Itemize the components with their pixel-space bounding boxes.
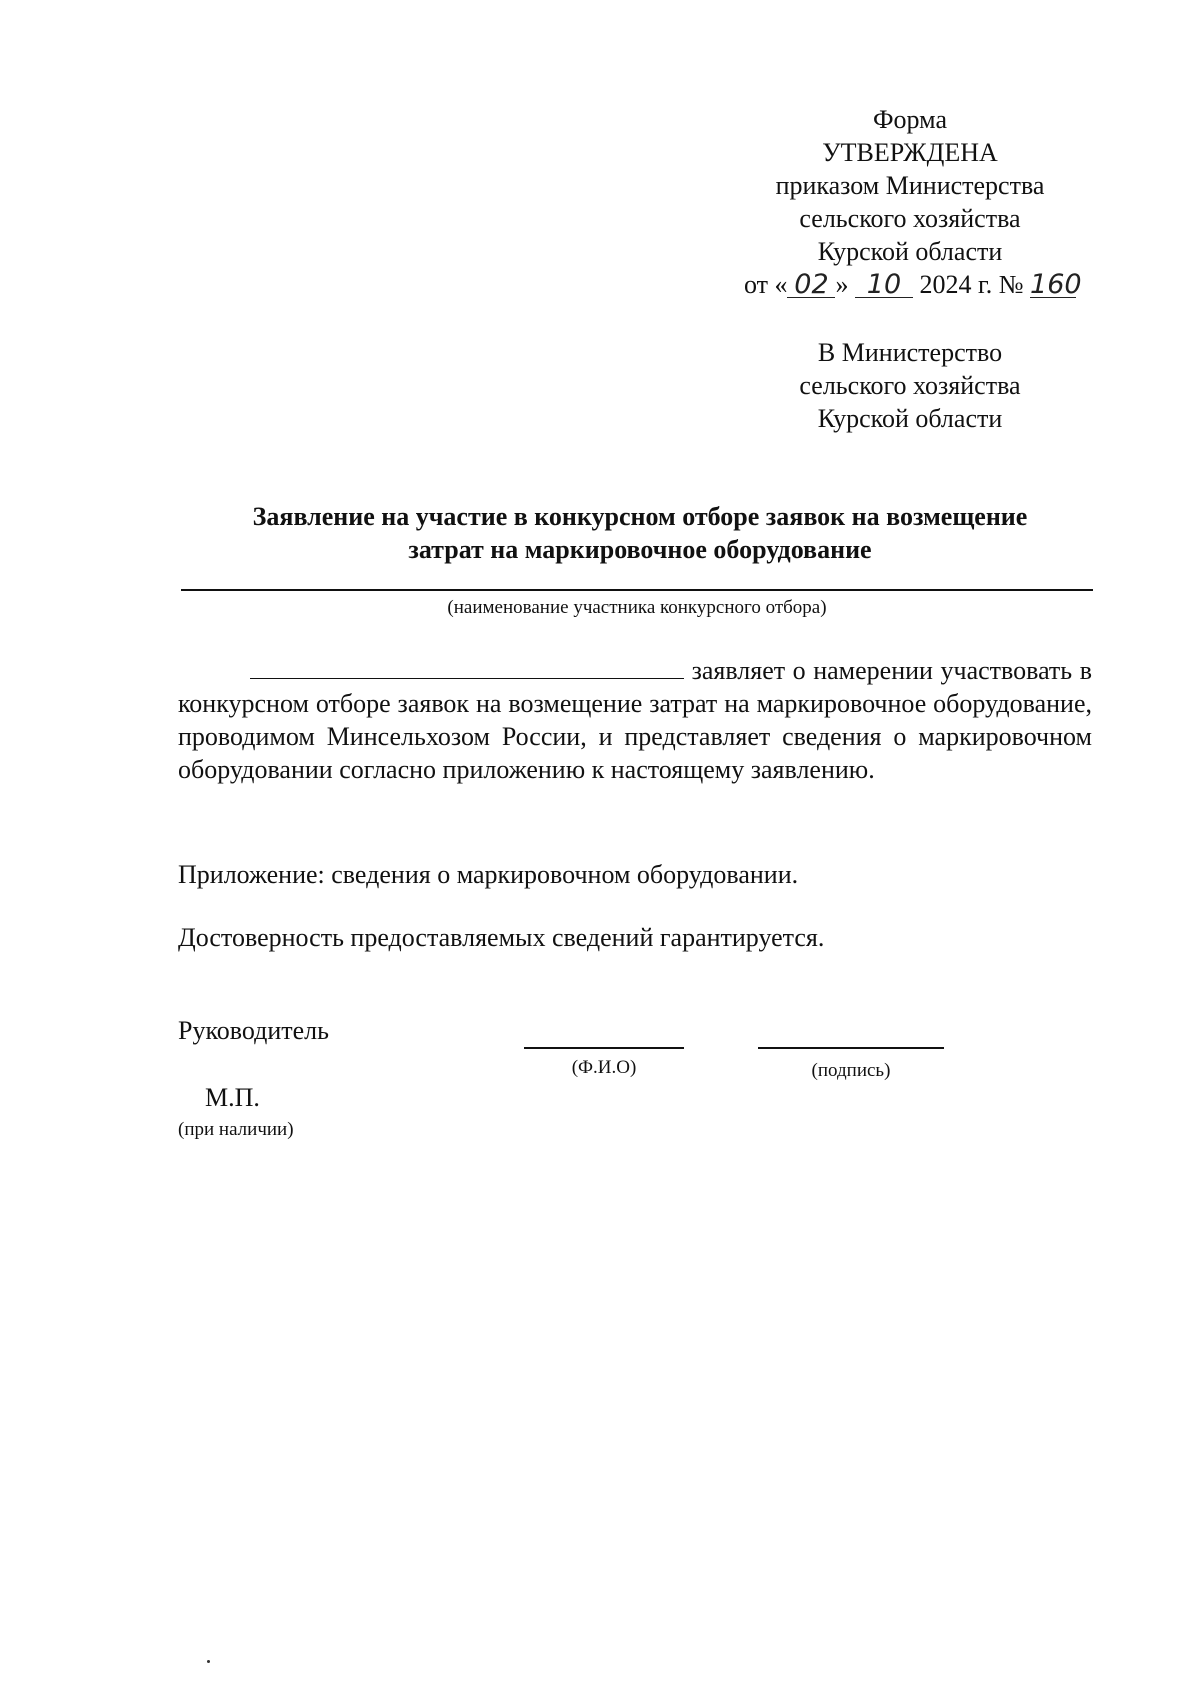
fio-caption: (Ф.И.О) [571, 1057, 637, 1078]
statement-paragraph [178, 654, 1092, 786]
signatory-role: Руководитель [178, 1016, 329, 1045]
approval-order-line: приказом Министерства [775, 171, 1045, 200]
signature-field [758, 1047, 944, 1049]
approval-approved-label: УТВЕРЖДЕНА [822, 138, 998, 167]
addressee-line-2: сельского хозяйства [799, 371, 1021, 400]
participant-name-caption: (наименование участника конкурсного отбора) [447, 597, 827, 618]
attachment-line: Приложение: сведения о маркировочном оборудовании. [178, 860, 799, 889]
addressee-line-1: В Министерство [817, 338, 1003, 367]
statement-lead-text: заявляет о намерении участвовать [691, 656, 1073, 685]
approval-date-line [720, 268, 1100, 301]
guarantee-line: Достоверность предоставляемых сведений гарантируется. [178, 923, 825, 952]
document-title-line-2: затрат на маркировочное оборудование [408, 535, 872, 564]
date-quote-close: » [835, 270, 849, 299]
approval-ministry-line: сельского хозяйства [799, 204, 1021, 233]
document-title [170, 500, 1110, 566]
scan-speck [207, 1660, 210, 1663]
addressee-line-3: Курской области [817, 404, 1003, 433]
document-title-line-1: Заявление на участие в конкурсном отборе заявок на возмещение [252, 502, 1028, 531]
date-year-number-label: 2024 г. № [919, 270, 1024, 299]
date-prefix: от « [743, 270, 788, 299]
participant-blank-field [250, 656, 684, 679]
addressee-block [720, 336, 1100, 435]
stamp-note: (при наличии) [178, 1119, 294, 1140]
stamp-label: М.П. [205, 1083, 260, 1112]
participant-name-field [181, 589, 1093, 591]
signature-caption: (подпись) [811, 1060, 891, 1081]
handwritten-month: 10 [855, 273, 913, 298]
approval-block [720, 103, 1100, 301]
approval-form-label: Форма [873, 105, 947, 134]
handwritten-order-number: 160 [1030, 269, 1082, 300]
statement-body-text: в конкурсном отборе заявок на возмещение затрат на маркировочное оборудование, проводимом Минсельхозом России, и представляет сведения о маркировочном оборудовании согласно приложению к настоящему заявлению. [178, 656, 1092, 784]
handwritten-day: 02 [787, 273, 835, 298]
fio-field [524, 1047, 684, 1049]
approval-region-line: Курской области [817, 237, 1003, 266]
